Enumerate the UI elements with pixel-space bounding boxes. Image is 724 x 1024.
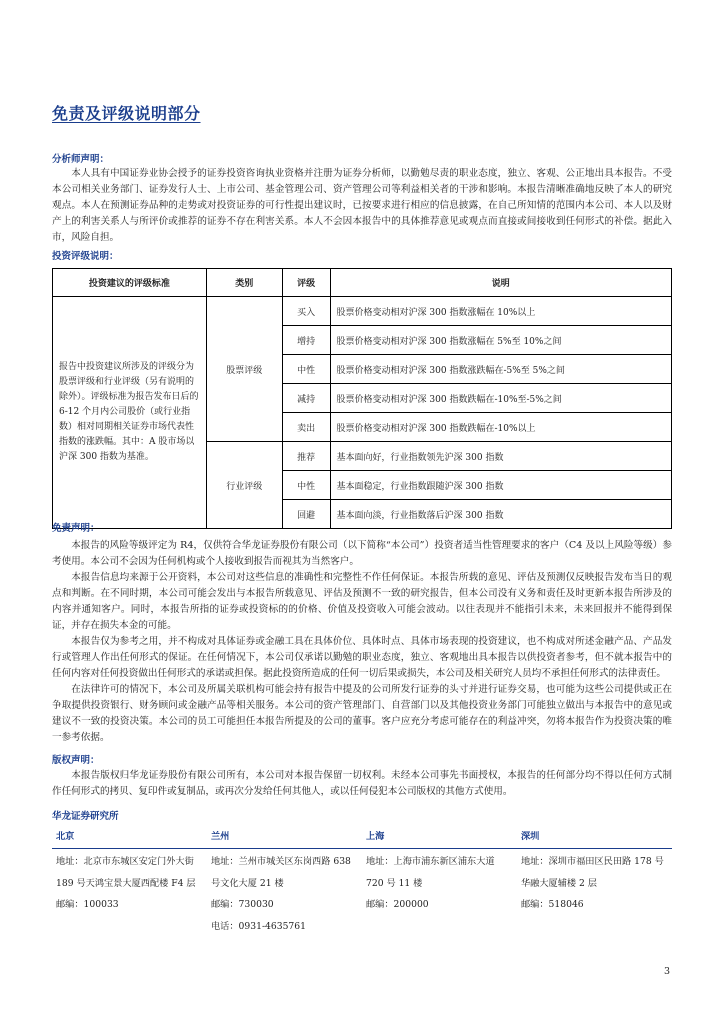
- disclaimer-paragraph: 本报告的风险等级评定为 R4，仅供符合华龙证券股份有限公司（以下简称“本公司”）投资者适当性管理要求的客户（C4 及以上风险等级）参考使用。本公司不会因为任何机构或个人接收到报告而视其为当然客户。: [52, 540, 672, 567]
- office-postcode: 邮编：100033: [56, 899, 119, 910]
- grade-description: 股票价格变动相对沪深 300 指数跌幅在-10%至-5%之间: [330, 384, 671, 413]
- grade-description: 股票价格变动相对沪深 300 指数涨跌幅在-5%至 5%之间: [330, 355, 671, 384]
- disclaimer-body: [52, 538, 672, 746]
- institute-heading: 华龙证券研究所: [52, 811, 119, 822]
- copyright-heading: 版权声明：: [52, 755, 100, 766]
- page-number: 3: [664, 966, 671, 977]
- office-details: [52, 849, 207, 938]
- office-address: 地址：兰州市城关区东岗西路 638 号文化大厦 21 楼: [211, 856, 351, 889]
- disclaimer-paragraph: 在法律许可的情况下，本公司及所属关联机构可能会持有报告中提及的公司所发行证券的头寸并进行证券交易，也可能为这些公司提供或正在争取提供投资银行、财务顾问或金融产品等相关服务。本公司的资产管理部门、自营部门以及其他投资业务部门可能独立做出与本报告中的意见或建议不一致的投资决策。本公司的员工可能担任本报告所提及的公司的董事。客户应充分考虑可能存在的利益冲突，勿将本报告作为投资决策的唯一参考依据。: [52, 684, 672, 743]
- analyst-heading: 分析师声明：: [52, 154, 110, 165]
- office-city: 上海: [362, 826, 517, 849]
- grade-cell: 增持: [282, 326, 330, 355]
- disclaimer-heading: 免责声明：: [52, 523, 100, 534]
- grade-description: 基本面向好，行业指数领先沪深 300 指数: [330, 442, 671, 471]
- grade-description: 股票价格变动相对沪深 300 指数跌幅在-10%以上: [330, 413, 671, 442]
- office-address: 地址：深圳市福田区民田路 178 号华融大厦辅楼 2 层: [521, 856, 664, 889]
- grade-cell: 卖出: [282, 413, 330, 442]
- stock-category: 股票评级: [206, 297, 282, 442]
- header-category: 类别: [206, 269, 282, 297]
- grade-description: 股票价格变动相对沪深 300 指数涨幅在 5%至 10%之间: [330, 326, 671, 355]
- rating-heading: 投资评级说明：: [52, 251, 119, 262]
- rating-header-row: [53, 269, 672, 297]
- rating-standard-text: 报告中投资建议所涉及的评级分为股票评级和行业评级（另有说明的除外）。评级标准为报告发布日后的 6-12 个月内公司股价（或行业指数）相对同期相关证券市场代表性指数的涨跌幅。其中：A 股市场以沪深 300 指数为基准。: [53, 297, 207, 529]
- industry-category: 行业评级: [206, 442, 282, 529]
- office-city: 深圳: [517, 826, 672, 849]
- rating-table: [52, 268, 672, 529]
- copyright-text: 本报告版权归华龙证券股份有限公司所有，本公司对本报告保留一切权利。未经本公司事先书面授权，本报告的任何部分均不得以任何方式制作任何形式的拷贝、复印件或复制品，或再次分发给任何其他人，或以任何侵犯本公司版权的其他方式使用。: [52, 770, 672, 797]
- analyst-statement: [52, 166, 672, 246]
- office-postcode: 邮编：518046: [521, 899, 584, 910]
- grade-cell: 中性: [282, 355, 330, 384]
- office-details: [207, 849, 362, 938]
- header-standard: 投资建议的评级标准: [53, 269, 207, 297]
- disclaimer-paragraph: 本报告信息均来源于公开资料，本公司对这些信息的准确性和完整性不作任何保证。本报告所载的意见、评估及预测仅反映报告发布当日的观点和判断。在不同时期，本公司可能会发出与本报告所载意见、评估及预测不一致的研究报告，但本公司没有义务和责任及时更新本报告所涉及的内容并通知客户。同时，本报告所指的证券或投资标的的价格、价值及投资收入可能会波动。以往表现并不能指引未来，未来回报并不能得到保证，并存在损失本金的可能。: [52, 572, 672, 631]
- rating-row: [53, 297, 672, 326]
- office-details: [362, 849, 517, 938]
- analyst-text: 本人具有中国证券业协会授予的证券投资咨询执业资格并注册为证券分析师，以勤勉尽责的职业态度，独立、客观、公正地出具本报告。不受本公司相关业务部门、证券发行人士、上市公司、基金管理公司、资产管理公司等利益相关者的干涉和影响。本报告清晰准确地反映了本人的研究观点。本人在预测证券品种的走势或对投资证券的可行性提出建议时，已按要求进行相应的信息披露，在自己所知情的范围内本公司、本人以及财产上的利害关系人与所评价或推荐的证券不存在利害关系。本人不会因本报告中的具体推荐意见或观点而直接或间接收到任何形式的补偿。据此入市，风险自担。: [52, 168, 672, 243]
- grade-cell: 减持: [282, 384, 330, 413]
- grade-cell: 推荐: [282, 442, 330, 471]
- office-city: 兰州: [207, 826, 362, 849]
- header-description: 说明: [330, 269, 671, 297]
- office-postcode: 邮编：730030: [211, 899, 274, 910]
- grade-cell: 中性: [282, 471, 330, 500]
- offices-table: [52, 826, 672, 937]
- office-details-row: [52, 849, 672, 938]
- office-postcode: 邮编：200000: [366, 899, 429, 910]
- grade-description: 基本面稳定，行业指数跟随沪深 300 指数: [330, 471, 671, 500]
- office-address: 地址：北京市东城区安定门外大街 189 号天鸿宝景大厦西配楼 F4 层: [56, 856, 196, 889]
- copyright-statement: [52, 768, 672, 800]
- office-city-row: [52, 826, 672, 849]
- office-address: 地址：上海市浦东新区浦东大道 720 号 11 楼: [366, 856, 495, 889]
- grade-description: 股票价格变动相对沪深 300 指数涨幅在 10%以上: [330, 297, 671, 326]
- grade-description: 基本面向淡，行业指数落后沪深 300 指数: [330, 500, 671, 529]
- office-city: 北京: [52, 826, 207, 849]
- office-details: [517, 849, 672, 938]
- grade-cell: 回避: [282, 500, 330, 529]
- office-phone: 电话：0931-4635761: [211, 920, 306, 932]
- page-title: 免责及评级说明部分: [52, 104, 201, 123]
- grade-cell: 买入: [282, 297, 330, 326]
- disclaimer-paragraph: 本报告仅为参考之用，并不构成对具体证券或金融工具在具体价位、具体时点、具体市场表现的投资建议，也不构成对所述金融产品、产品发行或管理人作出任何形式的保证。在任何情况下，本公司仅承诺以勤勉的职业态度，独立、客观地出具本报告以供投资者参考，但不就本报告中的任何内容对任何投资做出任何形式的承诺或担保。据此投资所造成的任何一切后果或损失，本公司及相关研究人员均不承担任何形式的法律责任。: [52, 636, 672, 679]
- header-grade: 评级: [282, 269, 330, 297]
